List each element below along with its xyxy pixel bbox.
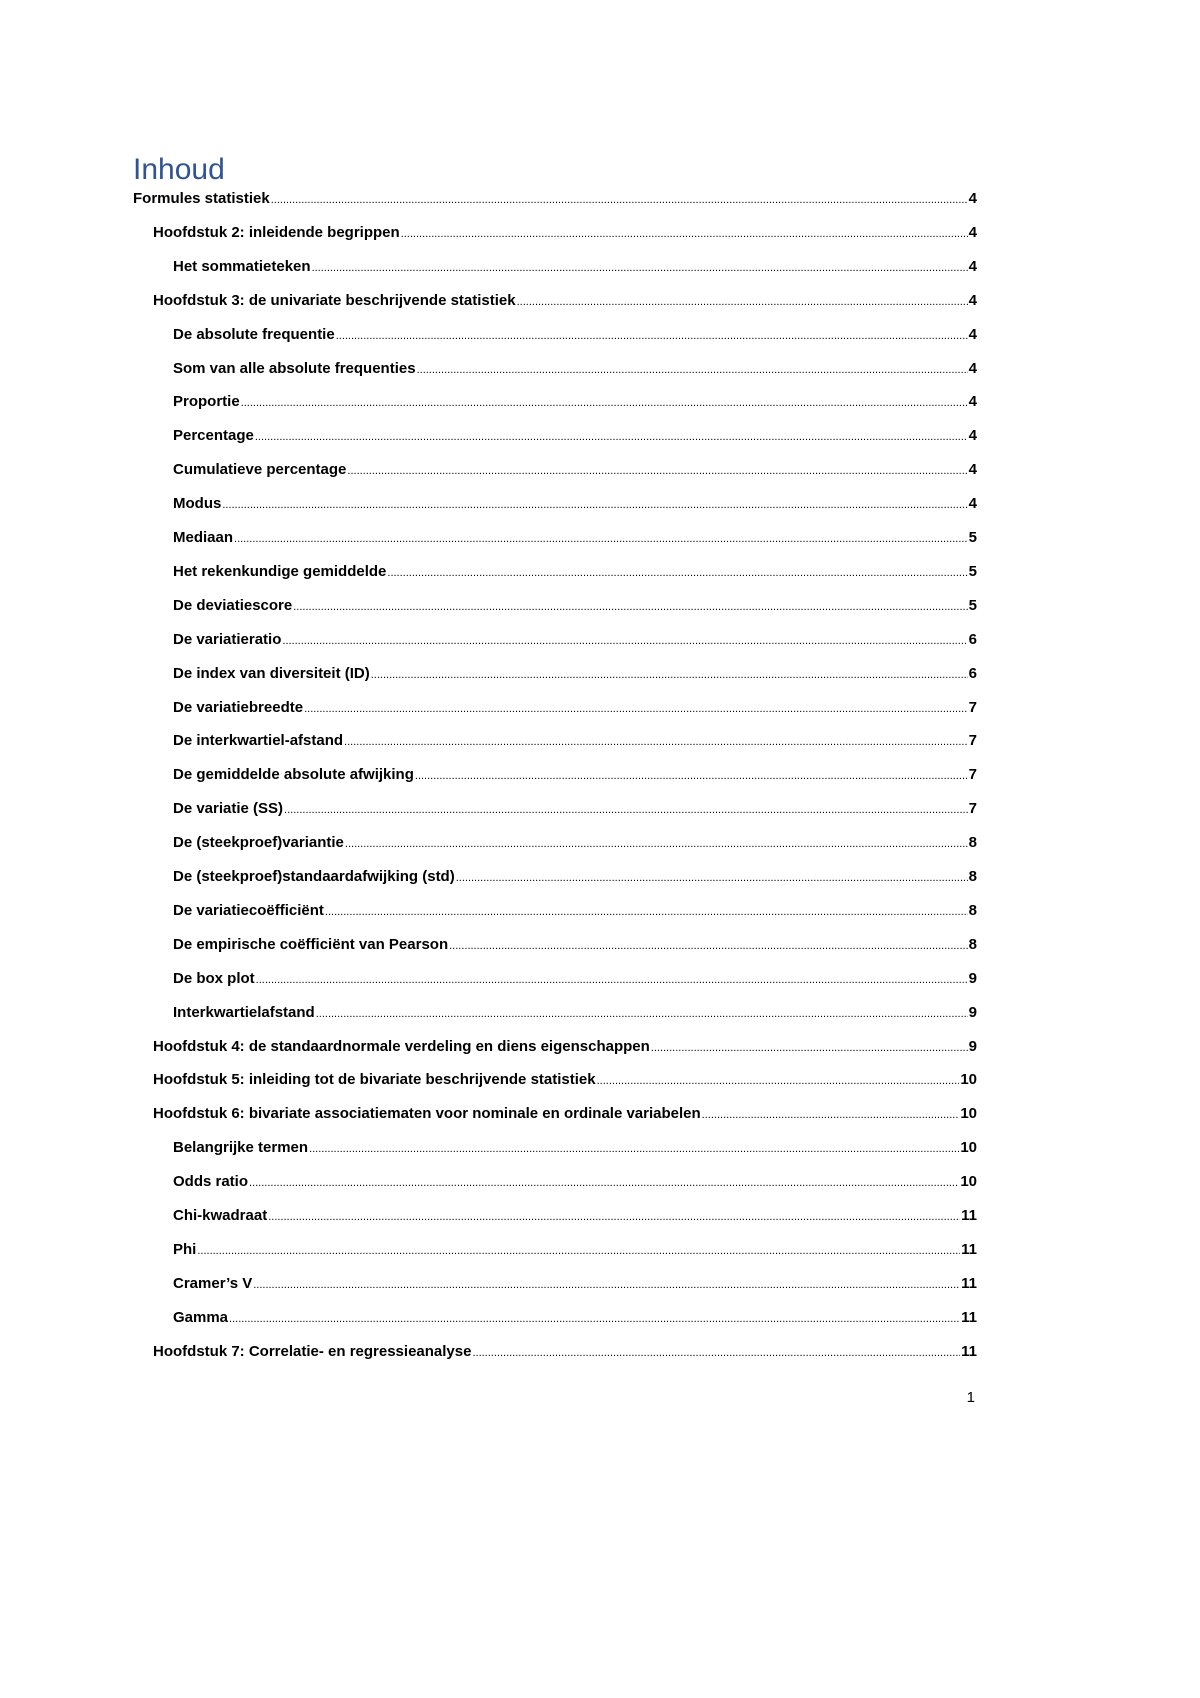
toc-entry-label: Hoofdstuk 4: de standaardnormale verdeling en diens eigenschappen <box>153 1038 650 1055</box>
toc-entry-page-number: 8 <box>968 902 977 919</box>
toc-entry[interactable] <box>153 1069 977 1092</box>
toc-entry-page-number: 9 <box>968 970 977 987</box>
toc-entry[interactable] <box>153 1036 977 1059</box>
toc-entry-label: De variatiebreedte <box>173 699 304 716</box>
toc-entry-page-number: 4 <box>968 495 977 512</box>
toc-entry-label: Cumulatieve percentage <box>173 461 347 478</box>
toc-entry-page-number: 4 <box>968 360 977 377</box>
toc-entry-page-number: 11 <box>961 1207 977 1224</box>
toc-entry[interactable] <box>173 1002 977 1025</box>
toc-entry-page-number: 7 <box>968 732 977 749</box>
toc-entry-page-number: 7 <box>968 699 977 716</box>
toc-entry[interactable] <box>173 1307 977 1330</box>
toc-entry[interactable] <box>173 561 977 584</box>
toc-entry-label: Percentage <box>173 427 254 444</box>
toc-entry[interactable] <box>173 663 977 686</box>
toc-entry[interactable] <box>173 595 977 618</box>
toc-entry-label: Interkwartielafstand <box>173 1004 315 1021</box>
toc-entry-label: Chi-kwadraat <box>173 1207 268 1224</box>
toc-entry[interactable] <box>173 493 977 516</box>
dot-leader <box>336 324 968 347</box>
dot-leader <box>241 391 968 414</box>
dot-leader <box>256 968 968 991</box>
toc-entry[interactable] <box>173 527 977 550</box>
toc-entry-page-number: 8 <box>968 936 977 953</box>
dot-leader <box>268 1205 960 1228</box>
toc-entry[interactable] <box>173 798 977 821</box>
dot-leader <box>651 1036 968 1059</box>
toc-entry-label: De empirische coëfficiënt van Pearson <box>173 936 449 953</box>
dot-leader <box>597 1069 960 1092</box>
dot-leader <box>387 561 967 584</box>
toc-entry-page-number: 6 <box>968 631 977 648</box>
dot-leader <box>229 1307 960 1330</box>
toc-entry[interactable] <box>173 697 977 720</box>
toc-entry-page-number: 10 <box>960 1105 977 1122</box>
dot-leader <box>401 222 968 245</box>
dot-leader <box>253 1273 960 1296</box>
dot-leader <box>309 1137 959 1160</box>
toc-entry-label: Het rekenkundige gemiddelde <box>173 563 387 580</box>
toc-entry[interactable] <box>173 425 977 448</box>
toc-entry[interactable] <box>173 968 977 991</box>
dot-leader <box>417 358 968 381</box>
dot-leader <box>293 595 967 618</box>
toc-entry-page-number: 4 <box>968 326 977 343</box>
toc-entry[interactable] <box>173 629 977 652</box>
toc-entry-label: De variatieratio <box>173 631 282 648</box>
dot-leader <box>282 629 967 652</box>
toc-entry-label: Modus <box>173 495 222 512</box>
toc-entry-page-number: 4 <box>968 190 977 207</box>
toc-entry-label: Som van alle absolute frequenties <box>173 360 416 377</box>
toc-entry-page-number: 4 <box>968 224 977 241</box>
toc-entry-label: Cramer’s V <box>173 1275 253 1292</box>
toc-entry-page-number: 11 <box>961 1343 977 1360</box>
toc-entry[interactable] <box>173 900 977 923</box>
toc-entry-label: De (steekproef)variantie <box>173 834 344 851</box>
toc-entry-page-number: 4 <box>968 292 977 309</box>
toc-entry-label: Belangrijke termen <box>173 1139 309 1156</box>
toc-entry-label: Hoofdstuk 2: inleidende begrippen <box>153 224 400 241</box>
dot-leader <box>222 493 967 516</box>
toc-entry-label: De variatiecoëfficiënt <box>173 902 324 919</box>
dot-leader <box>347 459 967 482</box>
toc-title: Inhoud <box>133 153 225 186</box>
toc-entry[interactable] <box>173 832 977 855</box>
toc-entry[interactable] <box>173 866 977 889</box>
dot-leader <box>255 425 968 448</box>
toc-entry-label: Odds ratio <box>173 1173 249 1190</box>
toc-entry-label: Hoofdstuk 5: inleiding tot de bivariate beschrijvende statistiek <box>153 1071 596 1088</box>
toc-entry[interactable] <box>173 459 977 482</box>
toc-entry-label: Proportie <box>173 393 240 410</box>
dot-leader <box>702 1103 960 1126</box>
toc-entry[interactable] <box>173 730 977 753</box>
toc-entry-label: De (steekproef)standaardafwijking (std) <box>173 868 455 885</box>
toc-entry-page-number: 9 <box>968 1038 977 1055</box>
dot-leader <box>449 934 968 957</box>
dot-leader <box>312 256 968 279</box>
dot-leader <box>472 1341 960 1364</box>
toc-entry-label: De variatie (SS) <box>173 800 284 817</box>
toc-entry[interactable] <box>153 1341 977 1364</box>
toc-entry-label: Gamma <box>173 1309 229 1326</box>
dot-leader <box>316 1002 968 1025</box>
toc-entry-label: Hoofdstuk 6: bivariate associatiematen voor nominale en ordinale variabelen <box>153 1105 701 1122</box>
toc-entry[interactable] <box>173 324 977 347</box>
toc-entry-page-number: 10 <box>960 1173 977 1190</box>
toc-entry-label: Hoofdstuk 7: Correlatie- en regressieanalyse <box>153 1343 472 1360</box>
toc-entry[interactable] <box>173 358 977 381</box>
toc-entry-page-number: 4 <box>968 258 977 275</box>
dot-leader <box>371 663 968 686</box>
toc-entry-page-number: 11 <box>961 1275 977 1292</box>
toc-entry-page-number: 7 <box>968 766 977 783</box>
dot-leader <box>517 290 968 313</box>
toc-entry[interactable] <box>173 1205 977 1228</box>
toc-entry-page-number: 8 <box>968 834 977 851</box>
toc-entry-page-number: 10 <box>960 1071 977 1088</box>
toc-entry-page-number: 4 <box>968 427 977 444</box>
toc-entry-page-number: 5 <box>968 529 977 546</box>
dot-leader <box>197 1239 960 1262</box>
toc-entry-label: De box plot <box>173 970 255 987</box>
toc-entry[interactable] <box>173 764 977 787</box>
toc-entry-page-number: 5 <box>968 563 977 580</box>
toc-entry[interactable] <box>153 1103 977 1126</box>
page-number: 1 <box>966 1389 975 1406</box>
dot-leader <box>304 697 968 720</box>
toc-entry-page-number: 11 <box>961 1309 977 1326</box>
toc-entry[interactable] <box>133 188 977 211</box>
toc-entry-page-number: 9 <box>968 1004 977 1021</box>
toc-entry-label: Formules statistiek <box>133 190 270 207</box>
toc-entry-label: Mediaan <box>173 529 234 546</box>
toc-entry-page-number: 7 <box>968 800 977 817</box>
toc-entry[interactable] <box>173 1171 977 1194</box>
toc-entry-label: De gemiddelde absolute afwijking <box>173 766 414 783</box>
toc-entry[interactable] <box>153 290 977 313</box>
toc-entry[interactable] <box>173 934 977 957</box>
toc-entry-page-number: 6 <box>968 665 977 682</box>
toc-entry-label: Het sommatieteken <box>173 258 311 275</box>
toc-entry-page-number: 4 <box>968 393 977 410</box>
toc-entry-page-number: 5 <box>968 597 977 614</box>
toc-entry-label: De deviatiescore <box>173 597 293 614</box>
dot-leader <box>249 1171 959 1194</box>
dot-leader <box>345 832 968 855</box>
toc-entry-label: De index van diversiteit (ID) <box>173 665 370 682</box>
dot-leader <box>344 730 968 753</box>
toc-entry-label: Phi <box>173 1241 197 1258</box>
toc-entry[interactable] <box>173 1137 977 1160</box>
toc-entry[interactable] <box>173 391 977 414</box>
dot-leader <box>271 188 968 211</box>
dot-leader <box>325 900 968 923</box>
dot-leader <box>284 798 968 821</box>
dot-leader <box>415 764 968 787</box>
toc-entry-page-number: 11 <box>961 1241 977 1258</box>
toc-entry[interactable] <box>173 1239 977 1262</box>
toc-entry[interactable] <box>153 222 977 245</box>
toc-entry-page-number: 10 <box>960 1139 977 1156</box>
toc-entry-label: Hoofdstuk 3: de univariate beschrijvende statistiek <box>153 292 516 309</box>
toc-entry-label: De absolute frequentie <box>173 326 335 343</box>
dot-leader <box>234 527 968 550</box>
toc-entry[interactable] <box>173 256 977 279</box>
toc-entry-page-number: 4 <box>968 461 977 478</box>
toc-entry[interactable] <box>173 1273 977 1296</box>
dot-leader <box>456 866 968 889</box>
toc-entry-label: De interkwartiel-afstand <box>173 732 344 749</box>
toc-entry-page-number: 8 <box>968 868 977 885</box>
